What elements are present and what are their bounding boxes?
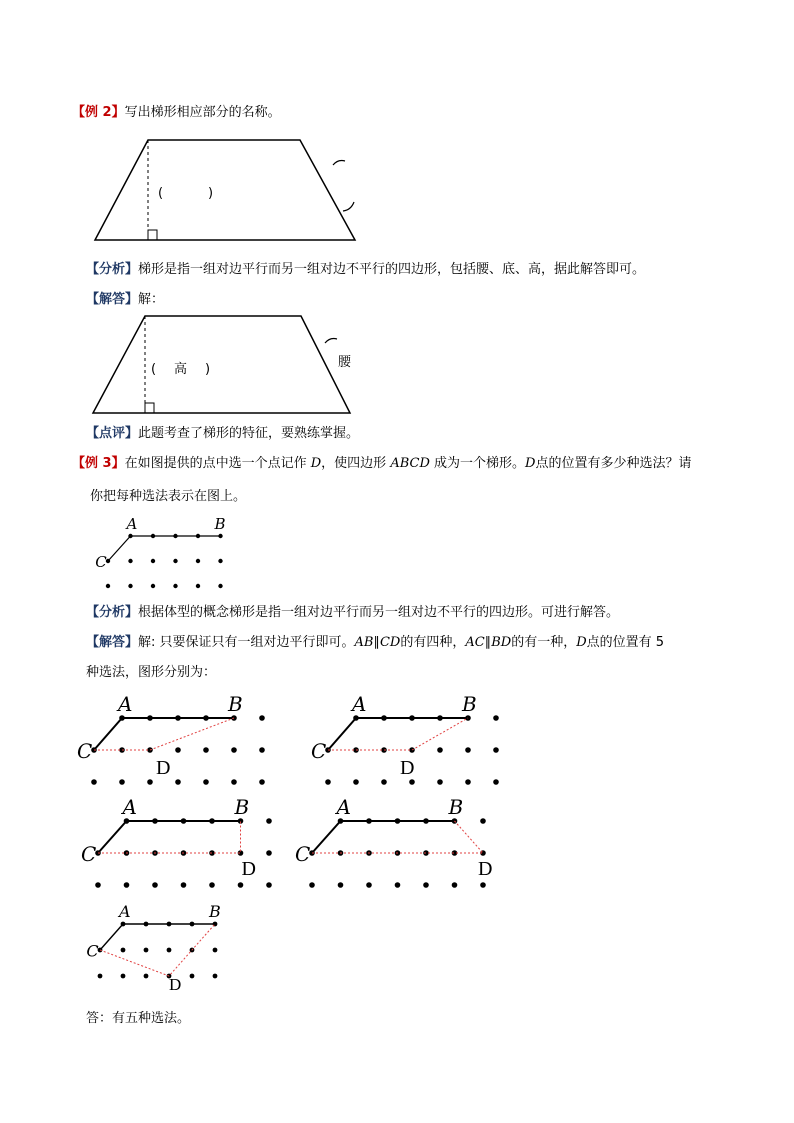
ex3-answer-tag: 【解答】: [86, 635, 139, 650]
grid-dot: [259, 747, 265, 753]
grid-dot: [493, 715, 499, 721]
grid-dot: [266, 850, 272, 856]
ex2-answer-height-label: 高: [174, 362, 188, 377]
ex3-ans1: 解: 只要保证只有一组对边平行即可。: [138, 635, 355, 650]
grid-dot: [366, 882, 372, 888]
label-D: D: [241, 858, 256, 880]
ex3-final-answer: 答：有五种选法。: [86, 1011, 191, 1026]
grid-dot: [259, 715, 265, 721]
ex3-ans-D: D: [576, 635, 587, 650]
grid-dot: [353, 779, 359, 785]
ex3-tag: 【例 3】: [72, 456, 125, 471]
grid-dot: [259, 779, 265, 785]
label-C: C: [95, 553, 107, 571]
label-B: B: [462, 692, 477, 716]
label-C: C: [311, 739, 327, 763]
ex2-paren-close: ): [208, 186, 214, 201]
ex3-analysis-text: 根据体型的概念梯形是指一组对边平行而另一组对边不平行的四边形。可进行解答。: [138, 605, 620, 620]
grid-dot: [266, 818, 272, 824]
label-D: D: [169, 975, 182, 994]
ex2-analysis: [86, 261, 645, 279]
ex2-answer-trapezoid-figure: [88, 311, 368, 421]
grid-dot: [480, 818, 486, 824]
grid-dot: [144, 948, 149, 953]
grid-dot: [91, 779, 97, 785]
label-C: C: [81, 842, 97, 866]
grid-dot: [209, 882, 215, 888]
grid-dot: [121, 948, 126, 953]
ex2-comment-text: 此题考查了梯形的特征，要熟练掌握。: [138, 426, 360, 441]
grid-dot: [98, 974, 103, 979]
grid-dot: [124, 882, 130, 888]
grid-dot: [325, 779, 331, 785]
grid-dot: [196, 559, 200, 563]
label-B: B: [234, 795, 250, 819]
grid-dot: [338, 882, 344, 888]
grid-dot: [423, 882, 429, 888]
ex3-answer-line1: [86, 634, 664, 652]
ex3-solution-figure-4: [292, 795, 493, 895]
ex3-ans-par1: ∥: [373, 635, 380, 650]
ex3-solution-figure-1: [76, 690, 256, 790]
label-A: A: [126, 515, 138, 533]
grid-dot: [175, 747, 181, 753]
ex3-analysis-tag: 【分析】: [86, 605, 139, 620]
ex3-q-D: D: [310, 456, 322, 471]
segment-CDB: [94, 718, 234, 750]
ex3-ans-AB: AB: [354, 635, 374, 650]
ex3-analysis: [86, 604, 619, 622]
segment-CDB: [312, 821, 483, 853]
ex3-ans4: 点的位置有 5: [586, 635, 665, 650]
ex3-question-line1: [72, 455, 692, 473]
ex2-trapezoid-figure: [90, 135, 370, 245]
grid-dot: [167, 948, 172, 953]
grid-dot: [151, 584, 155, 588]
ex2-answer-text: 解：: [138, 292, 165, 307]
ex3-q4: 点的位置有多少种选法？请: [535, 456, 692, 471]
grid-dot: [437, 747, 443, 753]
grid-dot: [173, 584, 177, 588]
ex2-tag: 【例 2】: [72, 105, 125, 120]
label-C: C: [295, 842, 311, 866]
grid-dot: [203, 747, 209, 753]
grid-dot: [238, 882, 244, 888]
grid-dot: [190, 974, 195, 979]
ex2-question-text: 写出梯形相应部分的名称。: [124, 105, 281, 120]
ex3-q1: 在如图提供的点中选一个点记作: [124, 456, 307, 471]
ex2-answer-leg-label: 腰: [338, 355, 352, 370]
grid-dot: [231, 779, 237, 785]
ex2-paren-open: (: [158, 186, 164, 201]
ex3-dot-grid-question: [95, 515, 236, 598]
ex3-q2: ，使四边形: [321, 456, 387, 471]
segment-CAB: [312, 821, 455, 853]
label-D: D: [478, 858, 493, 880]
ex3-solution-figure-2: [310, 690, 500, 790]
ex2-comment: [86, 425, 359, 443]
grid-dot: [381, 779, 387, 785]
label-C: C: [77, 739, 93, 763]
grid-dot: [493, 747, 499, 753]
ex3-ans-CD: CD: [379, 635, 401, 650]
grid-dot: [395, 882, 401, 888]
grid-dot: [181, 882, 187, 888]
segment-CDB: [100, 924, 215, 976]
label-D: D: [400, 757, 415, 779]
label-A: A: [352, 692, 367, 716]
grid-dot: [409, 779, 415, 785]
segment-CAB: [100, 924, 215, 950]
grid-dot: [465, 747, 471, 753]
label-B: B: [209, 902, 221, 921]
segment-CAB: [98, 821, 241, 853]
grid-dot: [465, 779, 471, 785]
grid-dot: [213, 948, 218, 953]
grid-dot: [218, 584, 222, 588]
grid-dot: [493, 779, 499, 785]
grid-dot: [173, 559, 177, 563]
grid-dot: [144, 974, 149, 979]
label-B: B: [448, 795, 464, 819]
ex2-ans-paren-close: ): [205, 362, 211, 377]
ex2-question: [72, 104, 281, 122]
label-D: D: [156, 757, 171, 779]
label-A: A: [118, 692, 133, 716]
ex3-ans-par2: ∥: [484, 635, 492, 650]
ex3-ans3: 的有一种，: [511, 635, 577, 650]
ex3-q-D2: D: [525, 456, 536, 471]
label-C: C: [86, 941, 99, 961]
grid-dot: [121, 974, 126, 979]
label-A: A: [119, 902, 131, 921]
ex3-question-line2: 你把每种选法表示在图上。: [90, 489, 247, 504]
ex3-q3: 成为一个梯形。: [434, 456, 526, 471]
grid-dot: [437, 779, 443, 785]
grid-dot: [147, 779, 153, 785]
grid-dot: [218, 559, 222, 563]
ex2-analysis-tag: 【分析】: [86, 262, 139, 277]
segment-CAB: [108, 536, 221, 561]
ex3-ans-AC: AC: [465, 635, 485, 650]
grid-dot: [128, 559, 132, 563]
grid-dot: [213, 974, 218, 979]
grid-dot: [152, 882, 158, 888]
segment-CDB: [98, 821, 241, 853]
ex3-q-ABCD: ABCD: [390, 456, 430, 471]
grid-dot: [266, 882, 272, 888]
label-B: B: [228, 692, 243, 716]
segment-CAB: [328, 718, 468, 750]
ex2-answer: [86, 291, 164, 309]
grid-dot: [95, 882, 101, 888]
segment-CDB: [328, 718, 468, 750]
grid-dot: [231, 747, 237, 753]
grid-dot: [151, 559, 155, 563]
segment-CAB: [94, 718, 234, 750]
grid-dot: [452, 882, 458, 888]
ex2-answer-tag: 【解答】: [86, 292, 139, 307]
grid-dot: [128, 584, 132, 588]
label-B: B: [214, 515, 226, 533]
grid-dot: [175, 779, 181, 785]
grid-dot: [106, 584, 110, 588]
ex3-solution-figure-3: [80, 795, 265, 895]
label-A: A: [336, 795, 351, 819]
ex2-comment-tag: 【点评】: [86, 426, 139, 441]
ex2-analysis-text: 梯形是指一组对边平行而另一组对边不平行的四边形，包括腰、底、高，据此解答即可。: [138, 262, 646, 277]
grid-dot: [196, 584, 200, 588]
ex3-solution-figure-5: [88, 902, 238, 992]
ex3-answer-line2: 种选法，图形分别为：: [86, 665, 217, 680]
grid-dot: [480, 882, 486, 888]
ex3-ans-BD: BD: [491, 635, 512, 650]
ex2-ans-paren-open: (: [151, 362, 157, 377]
ex3-ans2: 的有四种，: [400, 635, 466, 650]
grid-dot: [309, 882, 315, 888]
grid-dot: [203, 779, 209, 785]
label-A: A: [122, 795, 137, 819]
grid-dot: [119, 779, 125, 785]
